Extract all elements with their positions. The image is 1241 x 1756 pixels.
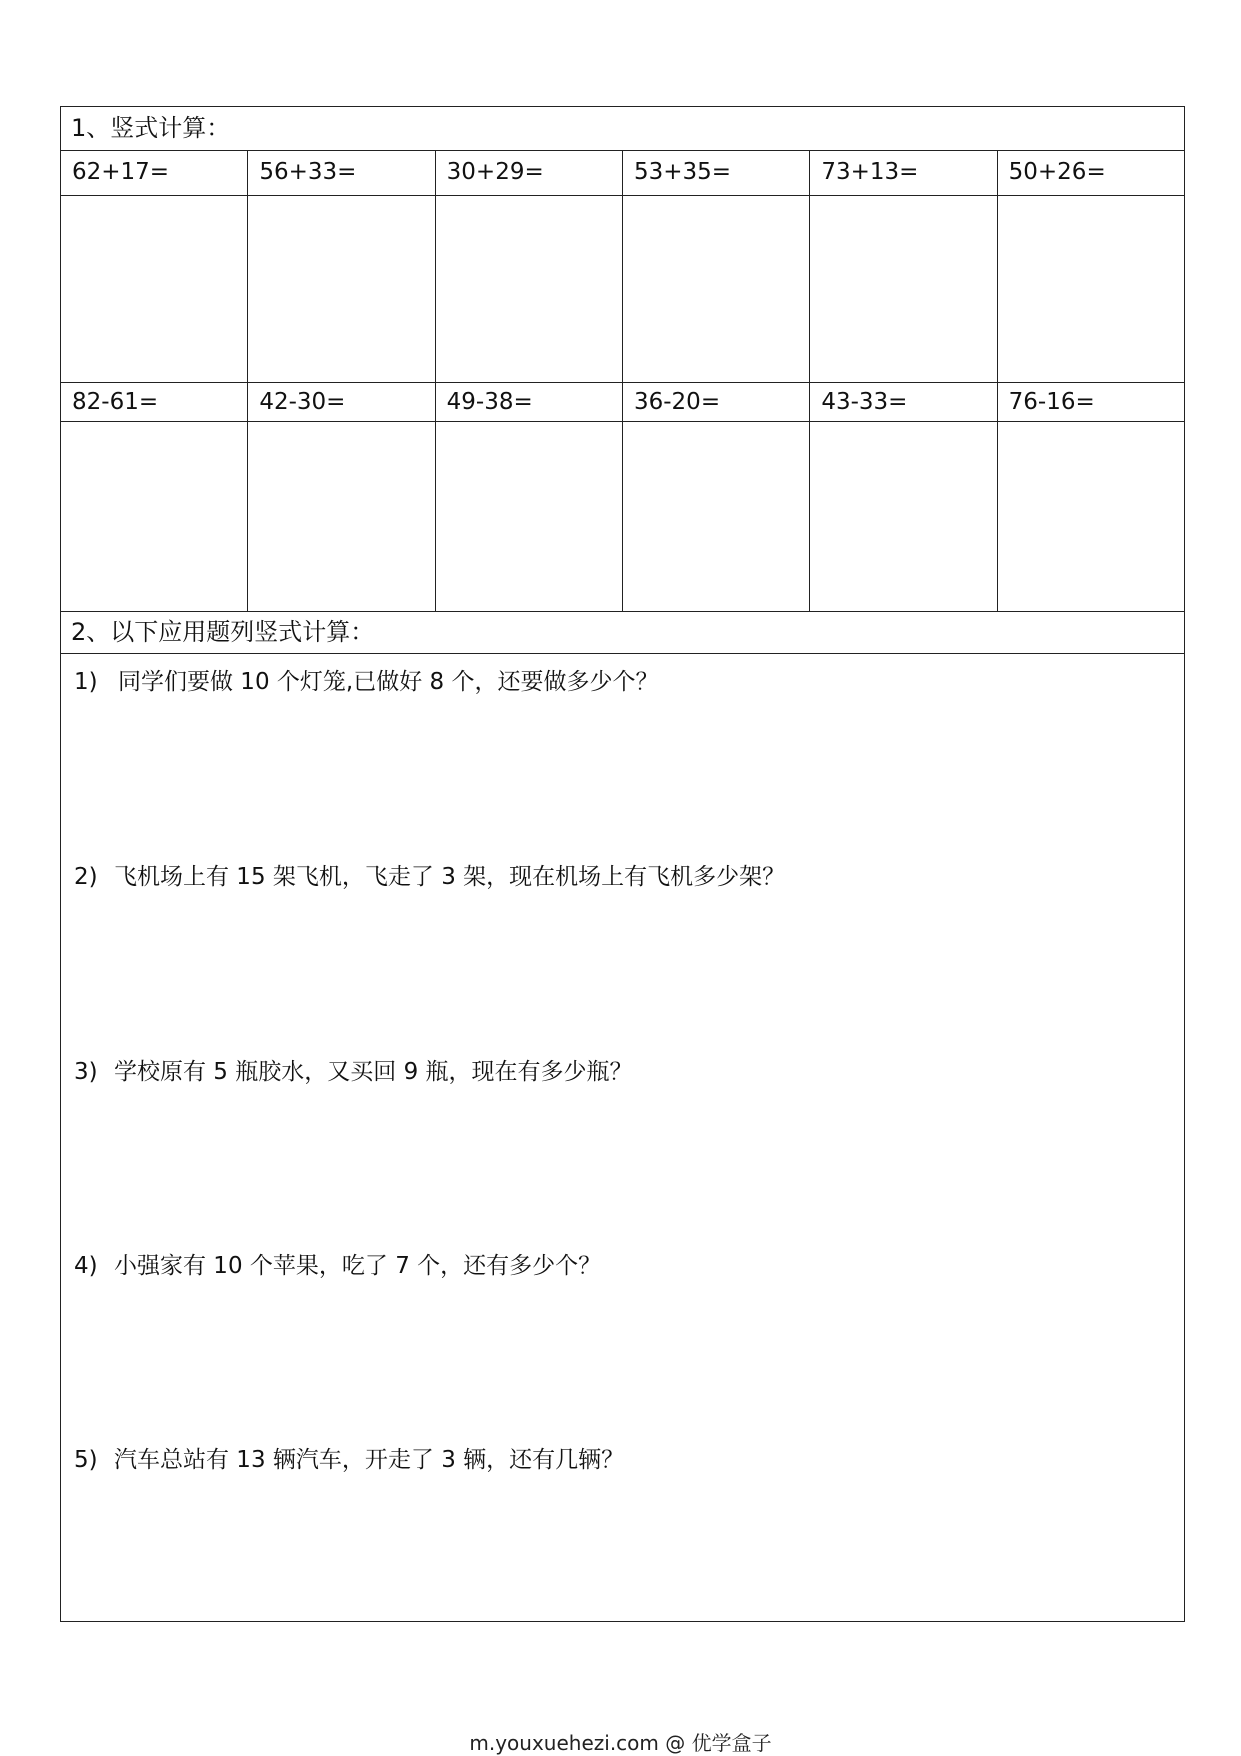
calc-problem: 62+17= [61,151,248,195]
work-cell [248,196,435,382]
work-cell [436,196,623,382]
calc-problem: 42-30= [248,383,435,421]
calc-problem: 56+33= [248,151,435,195]
work-cell [810,196,997,382]
calc-row-1 [61,151,1184,196]
calc-problem: 73+13= [810,151,997,195]
calc-problem: 76-16= [1008,389,1095,415]
work-cell [998,196,1184,382]
work-cell [810,422,997,611]
word-problem [74,1445,624,1475]
section1-title: 1、竖式计算： [61,107,1184,151]
word-problem [74,667,658,697]
problem-number: 1) [74,669,98,695]
calc-problem: 43-33= [810,383,997,421]
problem-text: 小强家有 10 个苹果，吃了 7 个，还有多少个？ [114,1253,602,1279]
problem-number: 3) [74,1059,98,1085]
calc-problem: 50+26= [1008,159,1106,185]
footer-watermark: m.youxuehezi.com @ 优学盒子 [469,1731,772,1755]
work-cell [61,422,248,611]
word-problem [74,1251,601,1281]
calc-row-2 [61,383,1184,422]
work-cell [61,196,248,382]
section2-title: 2、以下应用题列竖式计算： [61,612,1184,654]
word-problem [74,862,785,892]
calc-problem: 30+29= [436,151,623,195]
calc-problem: 53+35= [623,151,810,195]
calc-problem: 49-38= [436,383,623,421]
work-area-row-2 [61,422,1184,612]
problem-text: 同学们要做 10 个灯笼,已做好 8 个，还要做多少个？ [118,669,659,695]
work-cell [248,422,435,611]
problem-text: 飞机场上有 15 架飞机，飞走了 3 架，现在机场上有飞机多少架？ [114,864,786,890]
work-cell [623,196,810,382]
problem-number: 5) [74,1447,98,1473]
problem-text: 汽车总站有 13 辆汽车，开走了 3 辆，还有几辆？ [114,1447,625,1473]
worksheet [60,106,1185,1622]
work-cell [436,422,623,611]
problem-number: 2) [74,864,98,890]
work-area-row-1 [61,196,1184,383]
problem-number: 4) [74,1253,98,1279]
problem-text: 学校原有 5 瓶胶水，又买回 9 瓶，现在有多少瓶？ [114,1059,633,1085]
calc-problem: 82-61= [61,383,248,421]
work-cell [623,422,810,611]
work-cell [998,422,1184,611]
word-problem [74,1057,633,1087]
calc-problem: 36-20= [623,383,810,421]
